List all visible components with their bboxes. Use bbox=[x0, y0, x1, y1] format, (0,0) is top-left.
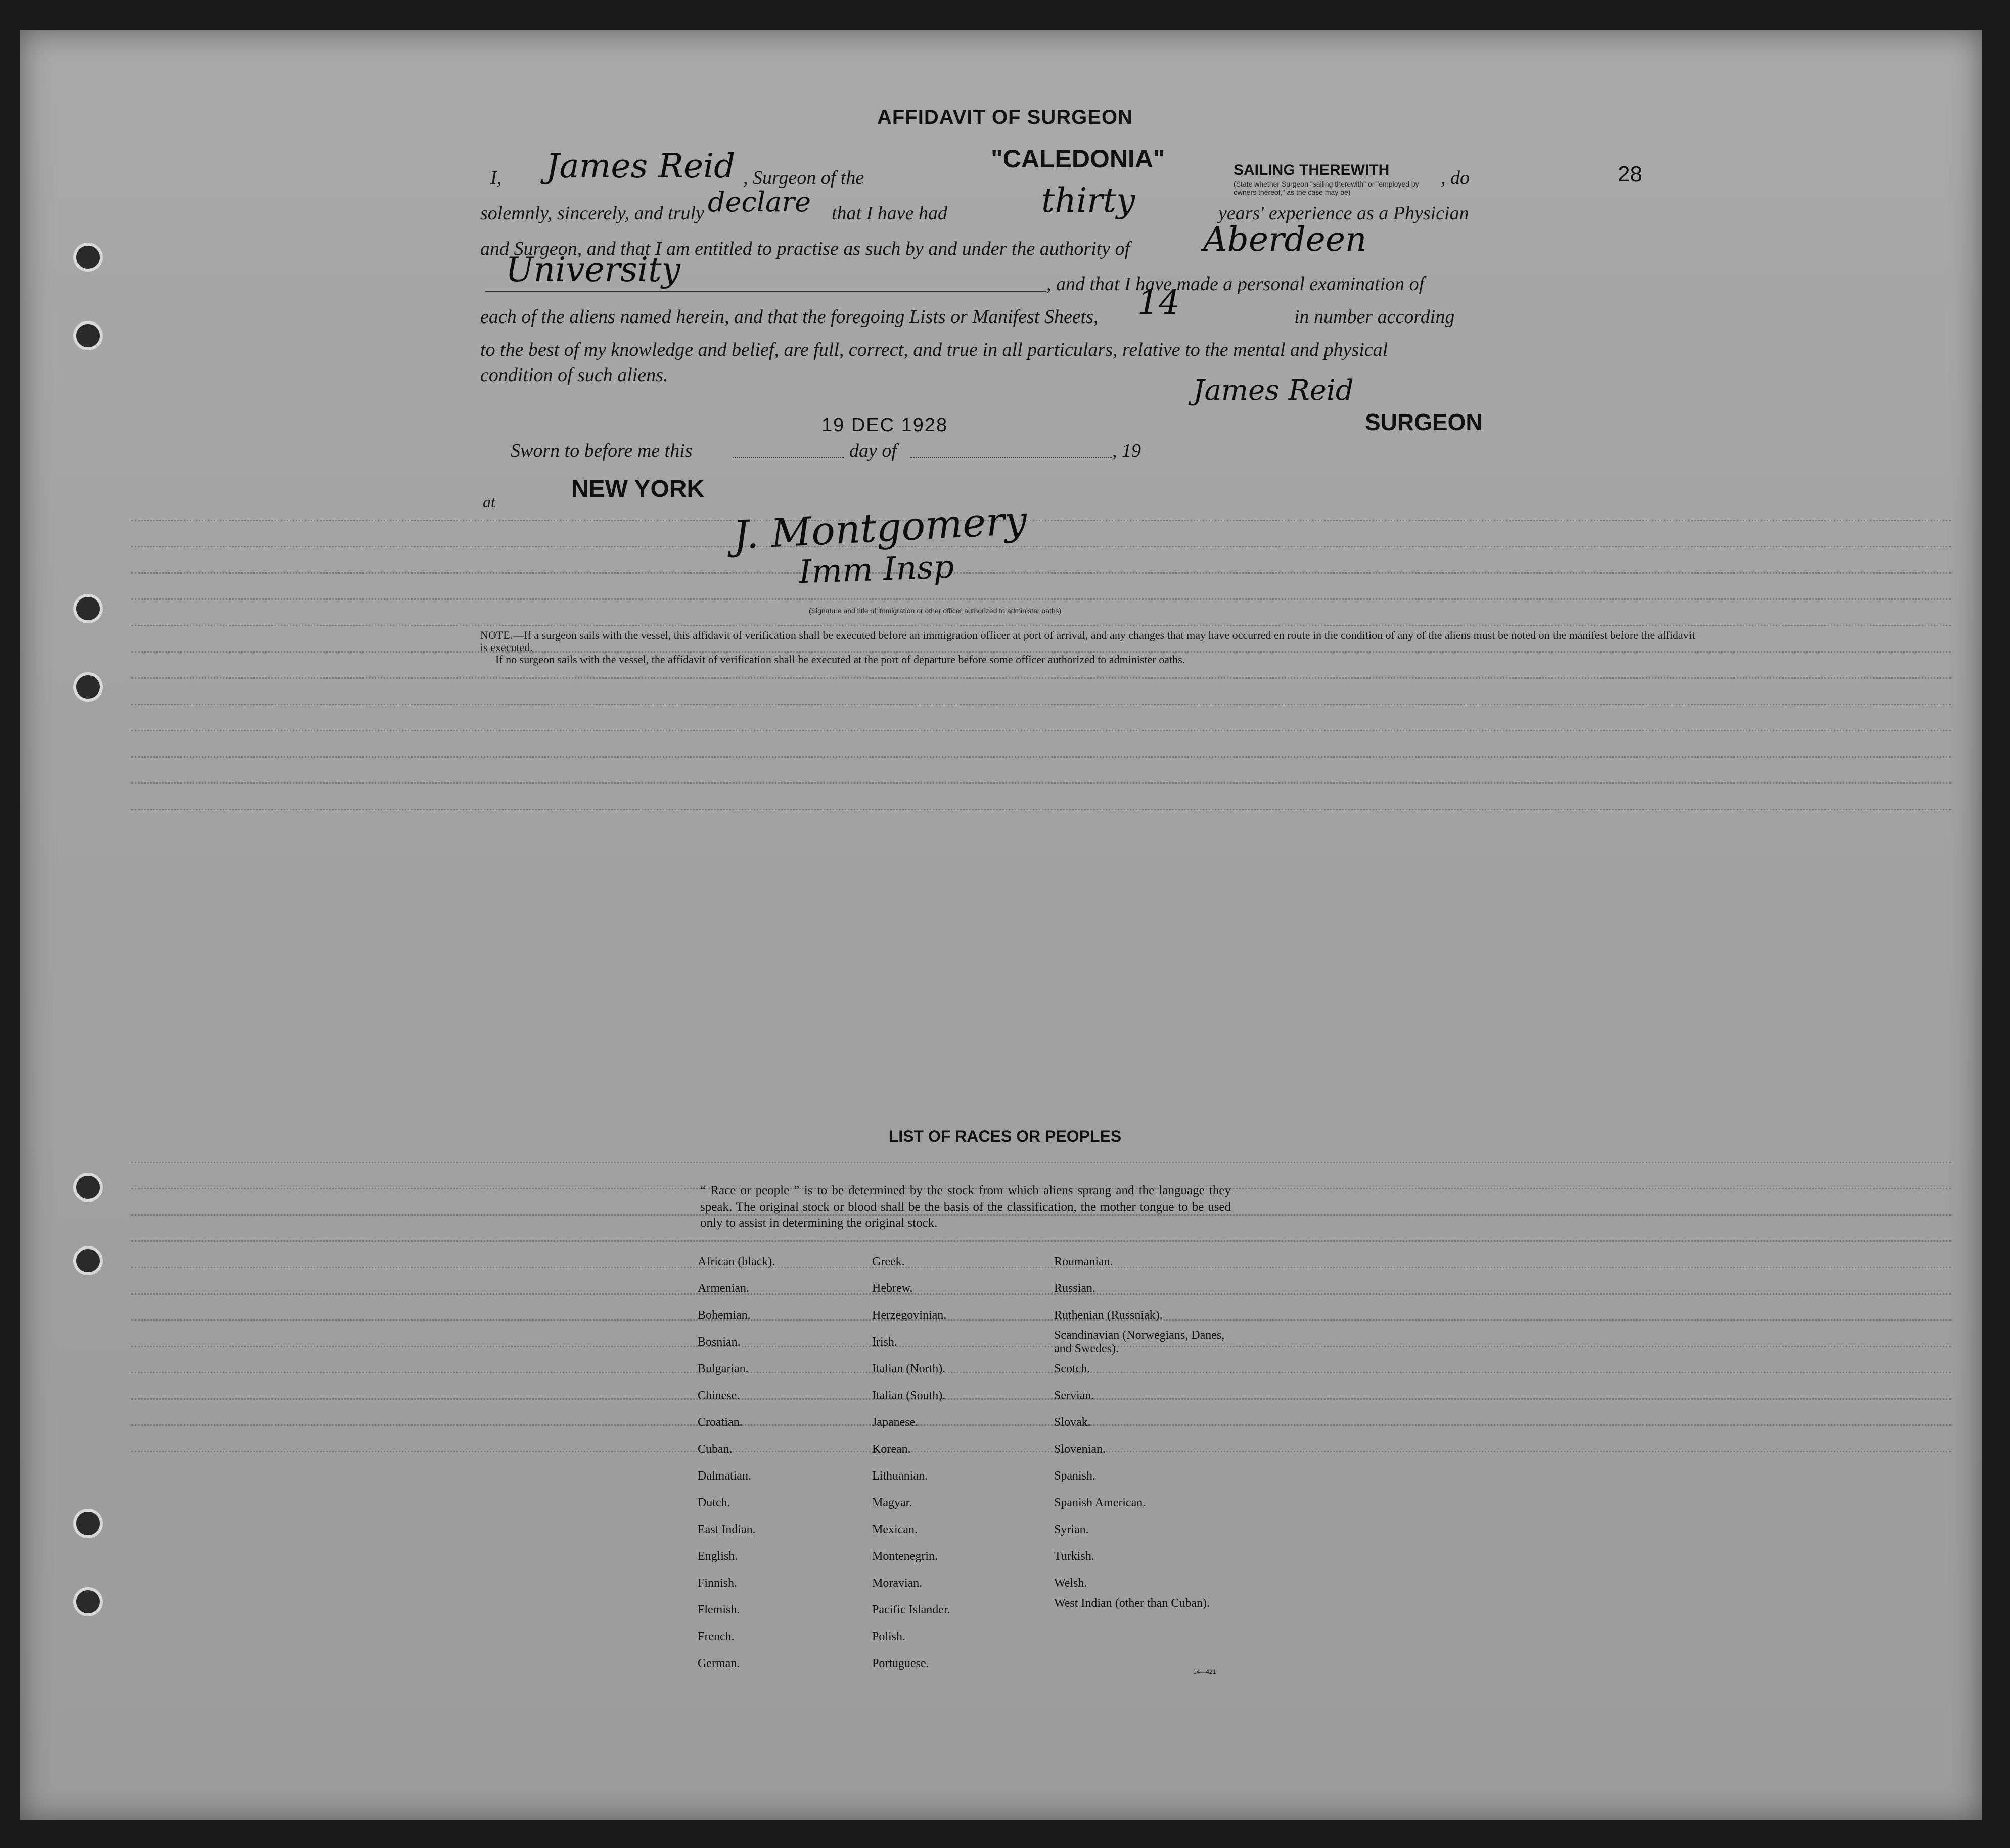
race-item: Turkish. bbox=[1054, 1550, 1094, 1563]
race-item: Spanish. bbox=[1054, 1469, 1096, 1483]
race-item: Magyar. bbox=[872, 1496, 912, 1509]
ghost-row-line bbox=[131, 1394, 1951, 1400]
races-intro: “ Race or people ” is to be determined by the stock from which aliens sprang and the language they speak. The original stock or blood shall be the basis of the classification, the mother tongue to be used only to assist in determining the original stock. bbox=[700, 1184, 1231, 1230]
ghost-row-line bbox=[131, 542, 1951, 547]
ghost-row-line bbox=[131, 726, 1951, 731]
punch-hole bbox=[73, 321, 103, 350]
at-label: at bbox=[483, 493, 495, 511]
in-number-text: in number according bbox=[1294, 306, 1455, 328]
punch-hole bbox=[73, 1587, 103, 1616]
race-item: West Indian (other than Cuban). bbox=[1054, 1597, 1210, 1610]
race-item: Slovak. bbox=[1054, 1416, 1091, 1429]
race-item: Pacific Islander. bbox=[872, 1603, 950, 1616]
sheet-count-handwritten: 14 bbox=[1137, 283, 1180, 322]
ghost-row-line bbox=[131, 516, 1951, 521]
punch-hole bbox=[73, 672, 103, 702]
authority-text: and Surgeon, and that I am entitled to practise as such by and under the authority of bbox=[480, 238, 1130, 259]
race-item: Italian (North). bbox=[872, 1362, 946, 1375]
race-item: Welsh. bbox=[1054, 1577, 1087, 1590]
race-item: Japanese. bbox=[872, 1416, 919, 1429]
form-number: 14—421 bbox=[1193, 1668, 1216, 1675]
ghost-row-line bbox=[131, 805, 1951, 810]
blank-line bbox=[910, 457, 1112, 458]
race-item: Italian (South). bbox=[872, 1389, 946, 1402]
manifest-sheet bbox=[20, 30, 1982, 1820]
sailing-status: SAILING THEREWITH bbox=[1234, 162, 1390, 178]
races-column-3 bbox=[1054, 1249, 1236, 1624]
ghost-row-line bbox=[131, 594, 1951, 600]
race-item: Syrian. bbox=[1054, 1523, 1089, 1536]
race-item: Irish. bbox=[872, 1335, 897, 1349]
race-item: Chinese. bbox=[698, 1389, 740, 1402]
note-paragraph-1: NOTE.—If a surgeon sails with the vessel, this affidavit of verification shall be executed before an immigration officer at port of arrival, and any changes that may have occurred en route in the condition of any of the aliens must be noted on the manifest before the affidavit is executed. bbox=[480, 629, 1695, 654]
race-item: Scandinavian (Norwegians, Danes, and Swedes). bbox=[1054, 1329, 1225, 1355]
authority-handwritten-1: Aberdeen bbox=[1203, 220, 1367, 259]
race-item: Servian. bbox=[1054, 1389, 1094, 1402]
ghost-row-line bbox=[131, 778, 1951, 784]
races-title: LIST OF RACES OR PEOPLES bbox=[888, 1127, 1122, 1145]
race-item: Ruthenian (Russniak). bbox=[1054, 1309, 1163, 1322]
ghost-row-line bbox=[131, 752, 1951, 758]
ghost-row-line bbox=[131, 700, 1951, 705]
that-i-have-had-text: that I have had bbox=[832, 203, 948, 224]
race-item: Korean. bbox=[872, 1443, 911, 1456]
sworn-text: Sworn to before me this bbox=[511, 440, 693, 461]
condition-text: condition of such aliens. bbox=[480, 364, 668, 386]
ghost-row-line bbox=[131, 673, 1951, 679]
day-of-text: day of bbox=[849, 440, 897, 461]
ship-name: "CALEDONIA" bbox=[991, 145, 1165, 173]
punch-hole bbox=[73, 594, 103, 623]
ghost-row-line bbox=[131, 621, 1951, 626]
ghost-row-line bbox=[131, 1420, 1951, 1426]
page-number: 28 bbox=[1618, 162, 1642, 187]
race-item: Croatian. bbox=[698, 1416, 743, 1429]
race-item: Moravian. bbox=[872, 1577, 923, 1590]
race-item: Bohemian. bbox=[698, 1309, 751, 1322]
punch-hole bbox=[73, 1509, 103, 1538]
ghost-row-line bbox=[131, 1342, 1951, 1347]
do-label: , do bbox=[1441, 167, 1470, 189]
sworn-city: NEW YORK bbox=[571, 476, 705, 502]
punch-hole bbox=[73, 1173, 103, 1202]
race-item: Dutch. bbox=[698, 1496, 730, 1509]
signature-caption: (Signature and title of immigration or other officer authorized to administer oaths) bbox=[809, 607, 1062, 615]
races-column-2 bbox=[872, 1249, 950, 1677]
ghost-row-line bbox=[131, 1236, 1951, 1242]
race-item: Bulgarian. bbox=[698, 1362, 749, 1375]
affidavit-note bbox=[480, 629, 1704, 666]
officer-signature: J. Montgomery bbox=[732, 497, 1028, 559]
years-handwritten: thirty bbox=[1041, 181, 1135, 220]
blank-line bbox=[733, 457, 844, 458]
race-item: German. bbox=[698, 1657, 740, 1670]
race-item: Cuban. bbox=[698, 1443, 733, 1456]
blank-line bbox=[485, 291, 1046, 292]
surgeon-label: SURGEON bbox=[1365, 409, 1483, 435]
race-item: Polish. bbox=[872, 1630, 906, 1643]
declare-handwritten: declare bbox=[708, 186, 811, 218]
race-item: Greek. bbox=[872, 1255, 905, 1268]
ghost-row-line bbox=[131, 1158, 1951, 1163]
examination-text: , and that I have made a personal examination of bbox=[1046, 273, 1425, 295]
punch-hole bbox=[73, 1246, 103, 1275]
sailing-note: (State whether Surgeon "sailing therewith" or "employed by owners thereof," as the case may be) bbox=[1234, 180, 1419, 196]
race-item: Scotch. bbox=[1054, 1362, 1090, 1375]
solemnly-text: solemnly, sincerely, and truly bbox=[480, 203, 704, 224]
race-item: Flemish. bbox=[698, 1603, 740, 1616]
race-item: Roumanian. bbox=[1054, 1255, 1113, 1268]
race-item: Lithuanian. bbox=[872, 1469, 928, 1483]
ghost-row-line bbox=[131, 1368, 1951, 1373]
date-stamp: 19 DEC 1928 bbox=[821, 414, 948, 436]
race-item: East Indian. bbox=[698, 1523, 756, 1536]
race-item: Dalmatian. bbox=[698, 1469, 751, 1483]
punch-hole bbox=[73, 243, 103, 272]
race-item: Hebrew. bbox=[872, 1282, 913, 1295]
year-prefix: , 19 bbox=[1112, 440, 1141, 461]
affidavit-title: AFFIDAVIT OF SURGEON bbox=[877, 106, 1133, 128]
race-item: Herzegovinian. bbox=[872, 1309, 947, 1322]
ghost-row-line bbox=[131, 568, 1951, 574]
note-paragraph-2: If no surgeon sails with the vessel, the affidavit of verification shall be executed at the port of departure before some officer authorized to administer oaths. bbox=[495, 653, 1185, 666]
race-item: African (black). bbox=[698, 1255, 775, 1268]
knowledge-text: to the best of my knowledge and belief, are full, correct, and true in all particulars, relative to the mental and physical bbox=[480, 339, 1388, 360]
race-item: Bosnian. bbox=[698, 1335, 741, 1349]
ghost-row-line bbox=[131, 1263, 1951, 1268]
race-item: Spanish American. bbox=[1054, 1496, 1146, 1509]
ghost-row-line bbox=[131, 1315, 1951, 1321]
authority-handwritten-2: University bbox=[506, 250, 680, 289]
race-item: English. bbox=[698, 1550, 738, 1563]
race-item: Portuguese. bbox=[872, 1657, 929, 1670]
race-item: Montenegrin. bbox=[872, 1550, 938, 1563]
ghost-row-line bbox=[131, 1289, 1951, 1295]
surgeon-of-the-label: , Surgeon of the bbox=[743, 167, 864, 189]
ghost-row-line bbox=[131, 1447, 1951, 1452]
officer-title-handwritten: Imm Insp bbox=[798, 548, 955, 591]
manifest-sheets-text: each of the aliens named herein, and that the foregoing Lists or Manifest Sheets, bbox=[480, 306, 1099, 328]
race-item: Mexican. bbox=[872, 1523, 918, 1536]
race-item: Armenian. bbox=[698, 1282, 749, 1295]
i-prefix: I, bbox=[490, 167, 502, 189]
race-item: Russian. bbox=[1054, 1282, 1096, 1295]
race-item: Slovenian. bbox=[1054, 1443, 1106, 1456]
years-experience-text: years' experience as a Physician bbox=[1218, 203, 1469, 224]
surgeon-signature: James Reid bbox=[1193, 374, 1354, 407]
race-item: Finnish. bbox=[698, 1577, 738, 1590]
races-column-1 bbox=[698, 1249, 775, 1677]
surgeon-name-handwritten: James Reid bbox=[546, 147, 736, 186]
race-item: French. bbox=[698, 1630, 735, 1643]
